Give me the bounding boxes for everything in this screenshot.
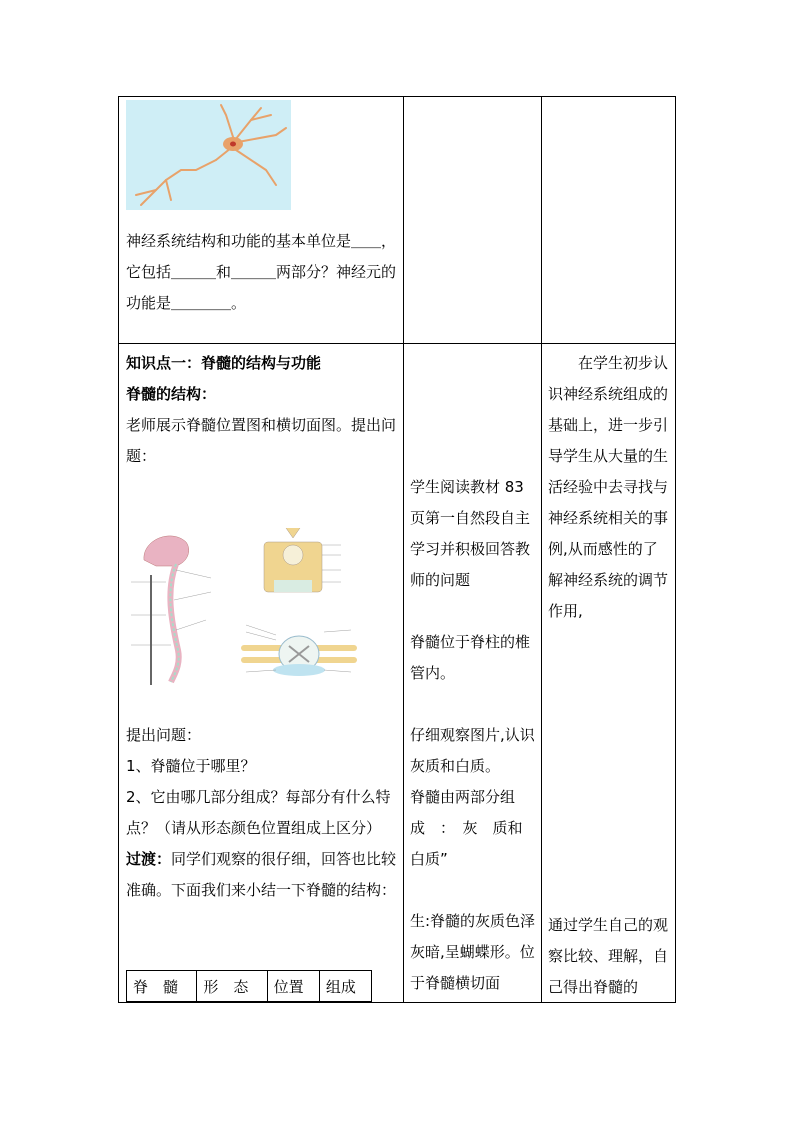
student-activity-spacer-2 [410, 689, 536, 720]
student-activity-spacer-3 [410, 875, 536, 906]
summary-table [126, 970, 372, 1002]
design-intent-2: 通过学生自己的观察比较、理解，自己得出脊髓的 [548, 916, 669, 996]
table-top-border [118, 96, 676, 97]
design-column [548, 348, 670, 627]
student-activity-2: 脊髓位于脊柱的椎管内。 [410, 633, 531, 682]
student-activity-1: 学生阅读教材 83页第一自然段自主学习并积极回答教师的问题 [410, 478, 531, 589]
knowledge-point-heading: 知识点一：脊髓的结构与功能 [126, 354, 322, 372]
student-activity-3: 仔细观察图片,认识灰质和白质。 [410, 726, 535, 775]
questions-block [126, 720, 398, 906]
summary-header-shape: 形 态 [197, 971, 267, 1002]
teacher-intro: 老师展示脊髓位置图和横切面图。提出问题： [126, 416, 397, 465]
summary-header-position: 位置 [267, 971, 319, 1002]
neuron-question: 神经系统结构和功能的基本单位是＿＿，它包括＿＿＿和＿＿＿两部分？神经元的功能是＿＿＿＿。 [126, 232, 397, 312]
table-right-border [675, 96, 676, 1003]
ask-label: 提出问题： [126, 726, 202, 744]
question-1: 1、脊髓位于哪里？ [126, 757, 256, 775]
spinal-structure-subheading: 脊髓的结构： [126, 385, 217, 403]
summary-table-header-row [127, 971, 372, 1002]
student-activity-5: 生:脊髓的灰质色泽灰暗,呈蝴蝶形。位于脊髓横切面 [410, 912, 536, 992]
summary-header-spinal: 脊 髓 [127, 971, 197, 1002]
design-column-2 [548, 910, 670, 1003]
design-intent-1: 在学生初步认识神经系统组成的基础上，进一步引导学生从大量的生活经验中去寻找与神经系统相关的事例,从而感性的了解神经系统的调节作用, [548, 354, 669, 620]
transition-paragraph [126, 844, 398, 906]
student-activity-4: 脊髓由两部分组成 ： 灰 质和白质” [410, 788, 523, 868]
neuron-image [126, 100, 291, 210]
spinal-cord-figure [126, 520, 371, 688]
lesson-column [126, 348, 398, 472]
student-column [410, 472, 536, 999]
transition-text: 同学们观察的很仔细，回答也比较准确。下面我们来小结一下脊髓的结构： [126, 850, 397, 899]
table-left-border [118, 96, 119, 1003]
student-activity-spacer [410, 596, 536, 627]
transition-label: 过渡： [126, 850, 172, 868]
row-divider [118, 343, 676, 344]
column-divider-1 [403, 96, 404, 1003]
summary-header-composition: 组成 [319, 971, 371, 1002]
question-2: 2、它由哪几部分组成？每部分有什么特点？（请从形态颜色位置组成上区分） [126, 788, 391, 837]
column-divider-2 [541, 96, 542, 1003]
